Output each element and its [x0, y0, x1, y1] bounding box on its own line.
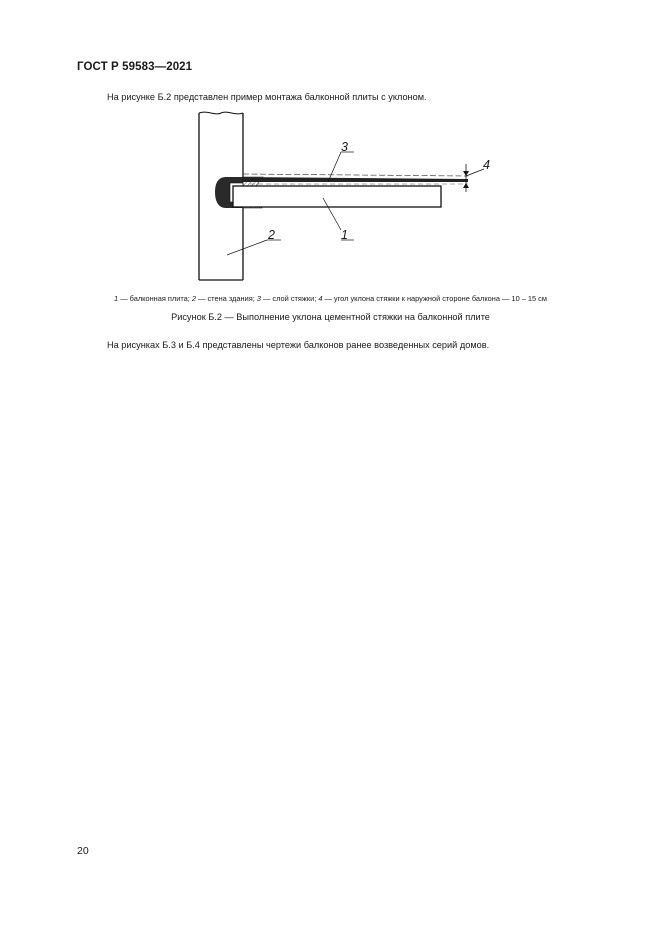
slope-dimension: [463, 164, 484, 192]
callout-1: 1: [341, 228, 348, 242]
page-number: 20: [77, 845, 89, 857]
legend-text-2: — стена здания;: [195, 294, 257, 303]
callout-3: 3: [341, 140, 348, 154]
callout-2: 2: [268, 228, 275, 242]
figure-legend: [0, 294, 661, 303]
legend-text-3: — слой стяжки;: [260, 294, 319, 303]
intro-paragraph: На рисунке Б.2 представлен пример монтажа балконной плиты с уклоном.: [107, 92, 427, 102]
legend-num-3: 3: [256, 294, 261, 303]
document-header: ГОСТ Р 59583—2021: [77, 61, 193, 73]
legend-num-4: 4: [318, 294, 323, 303]
screed-layer: [243, 174, 468, 184]
legend-num-2: 2: [191, 294, 196, 303]
legend-text-1: — балконная плита;: [118, 294, 192, 303]
figure-caption: Рисунок Б.2 — Выполнение уклона цементной стяжки на балконной плите: [171, 312, 490, 322]
balcony-slab-drawing: [170, 110, 490, 285]
legend-text-4: — угол уклона стяжки к наружной стороне балкона — 10 – 15 см: [322, 294, 547, 303]
outro-paragraph: На рисунках Б.3 и Б.4 представлены чертежи балконов ранее возведенных серий домов.: [107, 340, 490, 350]
callout-4: 4: [483, 158, 490, 172]
balcony-slab: [233, 186, 441, 207]
leader-line-2: [227, 240, 267, 255]
leader-line-3: [328, 152, 341, 182]
legend-num-1: 1: [114, 294, 119, 303]
